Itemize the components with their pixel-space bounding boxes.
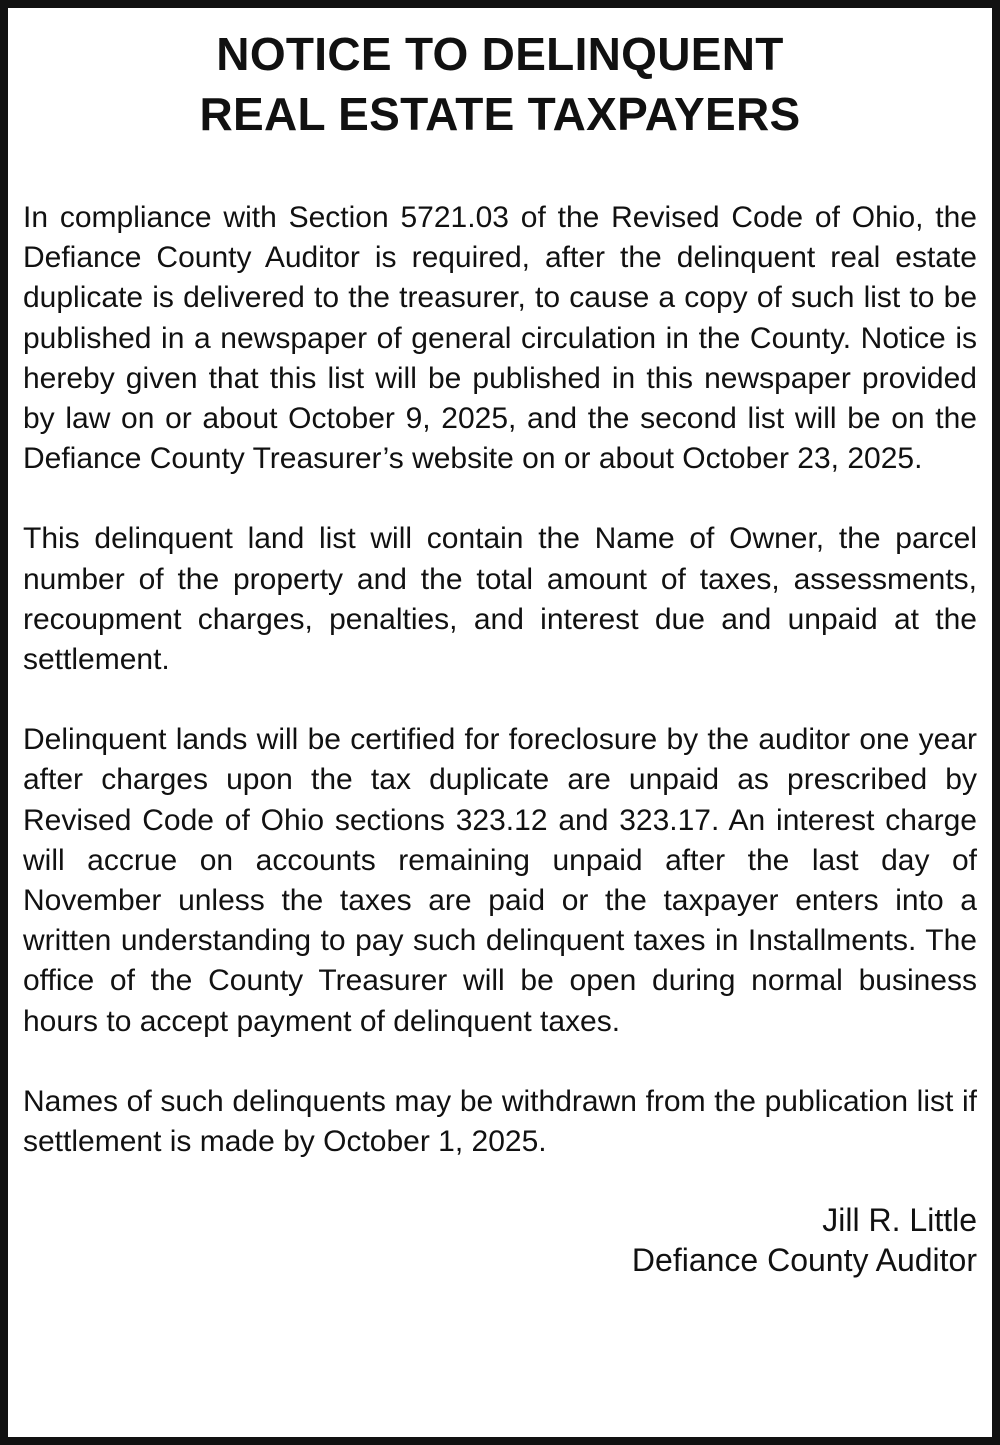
paragraph-list-contents: This delinquent land list will contain the Name of Owner, the parcel number of the property and the total amount of taxes, assessments, recoupment charges, penalties, and interest due and unpaid at the settlement. — [23, 522, 977, 677]
paragraph-compliance: In compliance with Section 5721.03 of the Revised Code of Ohio, the Defiance County Auditor is required, after the delinquent real estate duplicate is delivered to the treasurer, to cause a copy of such list to be published in a newspaper of general circulation in the County. Notice is hereby given that this list will be published in this newspaper provided by law on or about October 9, 2025, and the second list will be on the Defiance County Treasurer’s website on or about October 23, 2025. — [23, 201, 977, 476]
paragraph-foreclosure: Delinquent lands will be certified for foreclosure by the auditor one year after charges upon the tax duplicate are unpaid as prescribed by Revised Code of Ohio sections 323.12 and 323.17. An interest charge will accrue on accounts remaining unpaid after the last day of November unless the taxes are paid or the taxpayer enters into a written understanding to pay such delinquent taxes in Installments. The office of the County Treasurer will be open during normal business hours to accept payment of delinquent taxes. — [23, 723, 977, 1038]
signature-name: Jill R. Little — [822, 1202, 977, 1239]
paragraph-withdrawal: Names of such delinquents may be withdrawn from the publication list if settlement is made by October 1, 2025. — [23, 1084, 977, 1159]
signature-title: Defiance County Auditor — [631, 1242, 977, 1279]
signature-block — [23, 1200, 977, 1280]
title-line-2: REAL ESTATE TAXPAYERS — [199, 88, 801, 140]
notice-title — [23, 24, 977, 144]
notice-body — [23, 198, 977, 1162]
title-line-1: NOTICE TO DELINQUENT — [216, 28, 784, 80]
